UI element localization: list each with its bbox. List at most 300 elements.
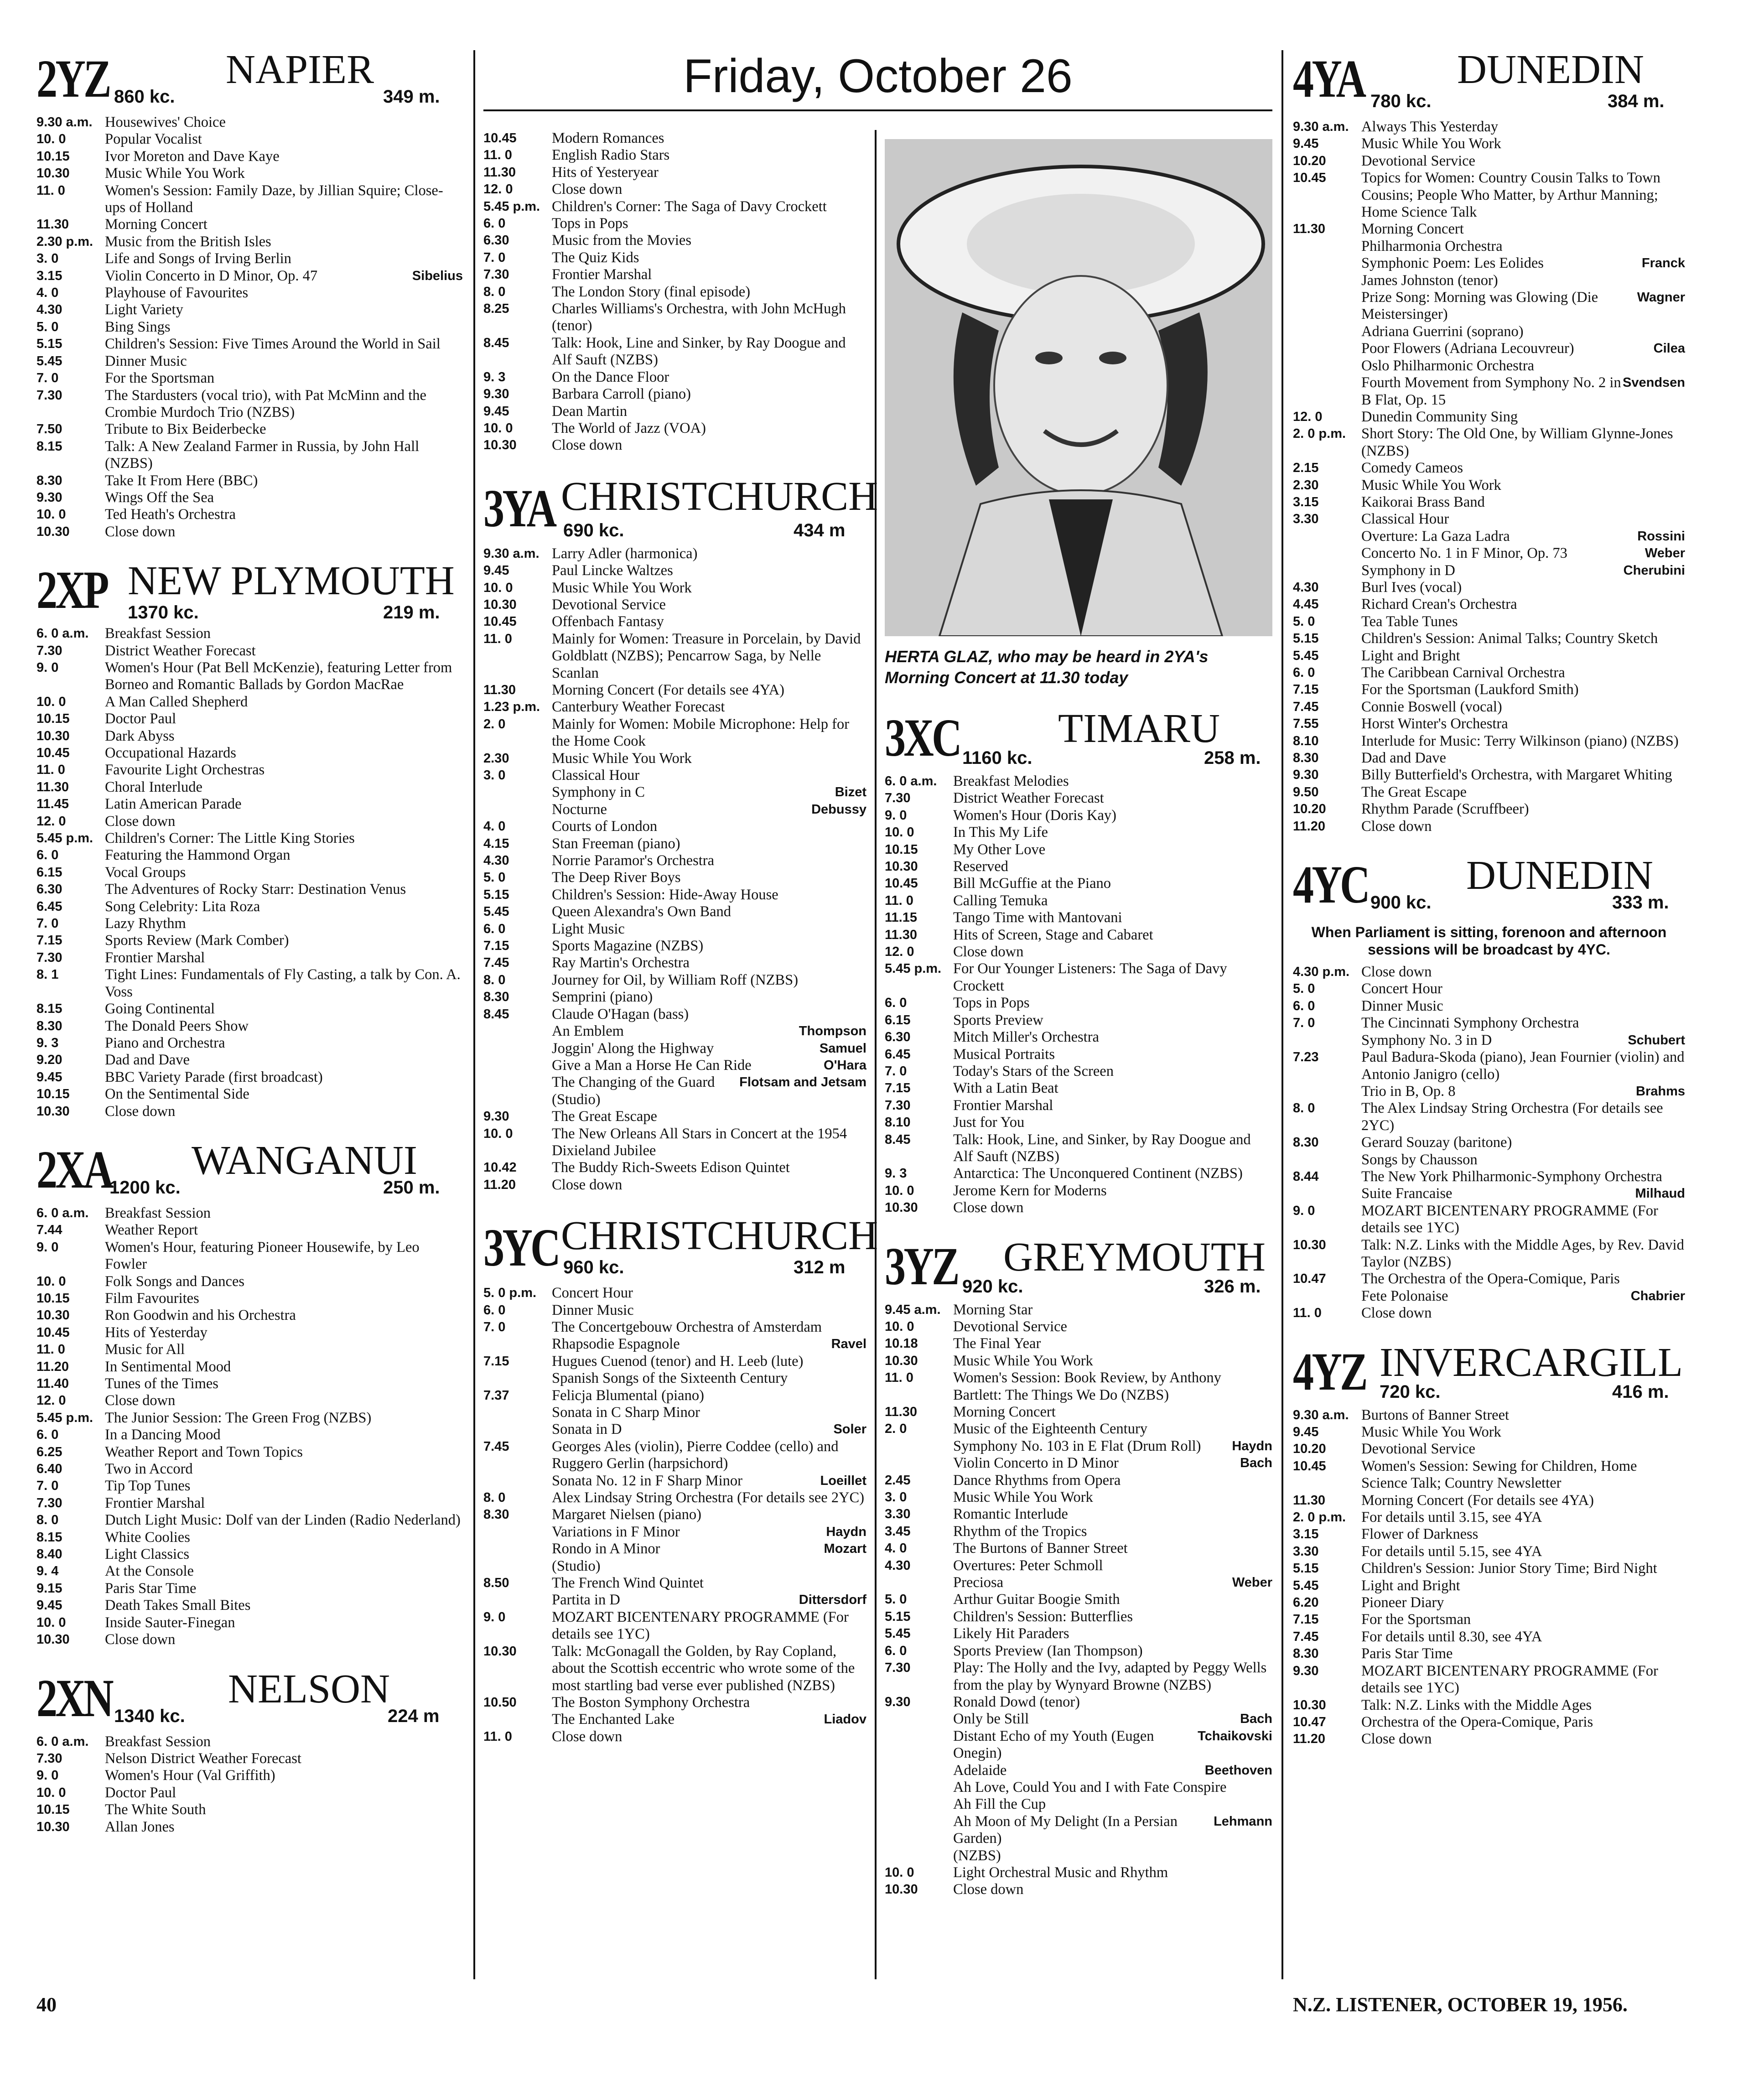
programme-title-text: Doctor Paul (105, 1784, 176, 1801)
programme-title (953, 841, 1272, 858)
station-header-2xn (36, 1665, 463, 1733)
programme-item (885, 1608, 1272, 1625)
programme-title-text: Talk: Hook, Line and Sinker, by Ray Doogue and Alf Sauft (NZBS) (552, 334, 846, 368)
programme-item (885, 1506, 1272, 1523)
programme-time: 2. 0 p.m. (1293, 1510, 1346, 1525)
programme-time: 9.30 (1293, 768, 1319, 783)
programme-time: 8.30 (483, 990, 509, 1005)
programme-time: 5.45 (483, 904, 509, 919)
programme-title (105, 1785, 463, 1801)
programme-title (953, 1660, 1272, 1694)
programme-title (552, 1285, 866, 1302)
programme-title-text: Norrie Paramor's Orchestra (552, 852, 714, 869)
programme-time: 11.20 (1293, 819, 1325, 834)
programme-time: 9.45 (1293, 1425, 1319, 1439)
programme-title-text: Children's Corner: The Little King Stories (105, 830, 355, 847)
station-call: 2XP (36, 560, 107, 620)
programme-title (105, 353, 463, 370)
programme-title (1361, 1629, 1685, 1645)
programme-title (105, 1512, 463, 1529)
programme-title (105, 950, 463, 966)
programme-title-text: Close down (1361, 818, 1432, 835)
programme-time: 7.30 (36, 388, 62, 403)
programme-time (1293, 374, 1361, 409)
programme-time: 5.15 (885, 1609, 911, 1624)
programme-title (552, 597, 866, 613)
programme-title-text: Sports Preview (Ian Thompson) (953, 1642, 1143, 1659)
station-wavelength: 219 m. (383, 602, 440, 623)
station-city: CHRISTCHURCH (561, 473, 878, 519)
programme-title (953, 1694, 1272, 1711)
programme-title (953, 1370, 1272, 1404)
programme-time: 2. 0 (483, 716, 506, 732)
programme-title-text: Classical Hour (1361, 511, 1449, 528)
programme-title (552, 1387, 866, 1404)
portrait-illustration (885, 139, 1272, 636)
programme-item (1293, 1611, 1685, 1628)
programme-time (483, 1711, 552, 1728)
programme-composer: Weber (1232, 1575, 1272, 1590)
programme-item (36, 830, 463, 847)
programme-title-text: Inside Sauter-Finegan (105, 1614, 235, 1631)
programme-time: 10.45 (483, 131, 517, 145)
programme-item (885, 1165, 1272, 1182)
programme-title-text: Tight Lines: Fundamentals of Fly Casting, a talk by Con. A. Voss (105, 966, 461, 1000)
programme-time: 10.30 (1293, 1237, 1326, 1252)
programme-time: 11.20 (36, 1359, 69, 1374)
programme-time: 6.30 (483, 233, 509, 248)
programme-title-text: Dinner Music (1361, 997, 1443, 1014)
programme-time: 10. 0 (36, 1274, 66, 1289)
programme-time: 7.45 (483, 1439, 509, 1454)
station-city: WANGANUI (192, 1137, 417, 1183)
programme-title (552, 1728, 866, 1745)
programme-title (1361, 964, 1685, 981)
programme-title (552, 301, 866, 335)
programme-item (1293, 1663, 1685, 1697)
programme-title-text: Occupational Hazards (105, 745, 236, 761)
programme-time: 7.15 (1293, 682, 1319, 697)
programme-title (105, 1801, 463, 1818)
programme-time: 7.44 (36, 1223, 62, 1238)
programme-time: 2.15 (1293, 461, 1319, 476)
programme-title (552, 767, 866, 784)
programme-title-text: Tango Time with Mantovani (953, 909, 1122, 926)
programme-title (953, 1540, 1272, 1557)
programme-time: 8.30 (36, 1018, 62, 1033)
programme-time: 10.45 (483, 614, 517, 629)
programme-item (36, 1018, 463, 1035)
station-wavelength: 349 m. (383, 87, 440, 107)
programme-item (1293, 1441, 1685, 1458)
programme-title (552, 631, 866, 682)
programme-title (105, 1222, 463, 1239)
programme-title (552, 1040, 866, 1057)
programme-title (552, 1643, 866, 1694)
programme-title (953, 1455, 1272, 1472)
programme-time: 8. 0 (483, 1490, 506, 1505)
programme-title-text: Lazy Rhythm (105, 915, 186, 932)
programme-title-text: Stan Freeman (piano) (552, 835, 680, 852)
programme-title-text: Symphony No. 103 in E Flat (Drum Roll) (953, 1437, 1201, 1454)
programme-item (1293, 818, 1685, 835)
programme-item (483, 1506, 866, 1523)
programme-time: 8. 1 (36, 967, 59, 982)
programme-title-text: Nocturne (552, 801, 607, 818)
programme-title (1361, 477, 1685, 494)
programme-title (1361, 767, 1685, 783)
programme-title (552, 1023, 866, 1040)
date-heading: Friday, October 26 (683, 50, 1073, 103)
programme-title-text: Going Continental (105, 1001, 215, 1017)
programme-time: 12. 0 (36, 1393, 66, 1408)
programme-title-text: English Radio Stars (552, 147, 670, 164)
programme-title-text: Frontier Marshal (105, 1494, 205, 1511)
programme-title (105, 864, 463, 881)
page-number: 40 (36, 1993, 57, 2016)
programme-title-text: Close down (105, 813, 176, 830)
programme-item (1293, 1152, 1685, 1168)
programme-item (885, 1029, 1272, 1046)
programme-time: 7. 0 (1293, 1016, 1315, 1031)
station-header-2yz (36, 46, 463, 114)
programme-title (105, 131, 463, 148)
programme-title-text: A Man Called Shepherd (105, 693, 248, 710)
programme-title-text: Ted Heath's Orchestra (105, 506, 236, 523)
programme-time: 4.30 (483, 853, 509, 868)
programme-title-text: The Concertgebouw Orchestra of Amsterdam (552, 1318, 822, 1335)
programme-item (483, 420, 866, 437)
programme-title-text: (Studio) (552, 1557, 601, 1574)
programme-time: 10. 0 (483, 580, 513, 595)
station-header-4yc (1293, 851, 1685, 920)
programme-item (36, 1001, 463, 1017)
programme-time: 10.30 (36, 1104, 70, 1119)
programme-title (1361, 1509, 1685, 1526)
programme-title (1361, 1288, 1685, 1305)
programme-title (552, 1421, 866, 1438)
programme-composer: Wagner (1637, 290, 1685, 305)
programme-title-text: Talk: Hook, Line, and Sinker, by Ray Doogue and Alf Sauft (NZBS) (953, 1131, 1251, 1165)
programme-title (105, 1035, 463, 1052)
programme-time: 5. 0 (483, 870, 506, 885)
programme-item (1293, 494, 1685, 511)
programme-title-text: Talk: N.Z. Links with the Middle Ages (1361, 1697, 1592, 1713)
programme-item (885, 807, 1272, 824)
programme-composer: Bizet (835, 785, 866, 800)
programme-title (1361, 170, 1685, 221)
programme-item (483, 1541, 866, 1557)
programme-title-text: Rhythm of the Tropics (953, 1523, 1087, 1540)
programme-item (36, 1495, 463, 1512)
programme-time: 7.30 (36, 950, 62, 965)
programme-time: 6. 0 (36, 1427, 59, 1442)
programme-item (1293, 648, 1685, 664)
programme-item (885, 927, 1272, 944)
programme-title-text: BBC Variety Parade (first broadcast) (105, 1069, 323, 1085)
programme-time: 9.30 (483, 1109, 509, 1124)
programme-time (885, 1728, 953, 1762)
programme-title-text: For Our Younger Listeners: The Saga of Davy Crockett (953, 960, 1227, 994)
programme-item (483, 580, 866, 597)
programme-title-text: Bing Sings (105, 318, 171, 335)
programme-item (885, 790, 1272, 807)
programme-item (885, 1472, 1272, 1489)
programme-title (105, 830, 463, 847)
programme-time: 9. 0 (36, 660, 59, 675)
programme-title (953, 1864, 1272, 1881)
programme-title (552, 1404, 866, 1421)
programme-title (953, 927, 1272, 944)
station-wavelength: 333 m. (1612, 892, 1669, 913)
programme-title (953, 1114, 1272, 1131)
programme-item (885, 1370, 1272, 1404)
programme-title (552, 835, 866, 852)
programme-time: 7.50 (36, 422, 62, 437)
programme-title (953, 1813, 1272, 1847)
programme-title (1361, 699, 1685, 716)
programme-title (1361, 716, 1685, 732)
programme-item (1293, 1509, 1685, 1526)
programme-time: 7.23 (1293, 1050, 1319, 1065)
programme-title (1361, 255, 1685, 272)
programme-item (885, 1097, 1272, 1114)
programme-time: 10.47 (1293, 1714, 1326, 1729)
programme-title-text: Dinner Music (552, 1302, 634, 1318)
programme-title-text: Music While You Work (953, 1489, 1093, 1506)
footer-publication-date: N.Z. LISTENER, OCTOBER 19, 1956. (1293, 1993, 1628, 2016)
programme-title-text: Paris Star Time (105, 1580, 197, 1597)
programme-title-text: Children's Session: Junior Story Time; Bird Night (1361, 1560, 1657, 1577)
programme-title (105, 1001, 463, 1017)
programme-time (885, 1762, 953, 1779)
programme-composer: Ravel (831, 1337, 866, 1352)
programme-title (1361, 1305, 1685, 1322)
programme-item (1293, 1424, 1685, 1441)
programme-list-4ya (1293, 119, 1685, 835)
programme-time: 11. 0 (483, 148, 512, 163)
programme-title-text: Bill McGuffie at the Piano (953, 875, 1111, 892)
station-call: 3YZ (885, 1236, 958, 1296)
programme-time (483, 1473, 552, 1489)
programme-title-text: Talk: N.Z. Links with the Middle Ages, by Rev. David Taylor (NZBS) (1361, 1236, 1684, 1270)
programme-time: 7. 0 (483, 250, 506, 265)
programme-time: 5.45 p.m. (36, 1410, 93, 1425)
programme-item (36, 1392, 463, 1409)
programme-title-text: Kaikorai Brass Band (1361, 493, 1485, 510)
programme-title-text: Devotional Service (1361, 152, 1475, 169)
programme-title (953, 807, 1272, 824)
programme-title-text: Life and Songs of Irving Berlin (105, 250, 291, 267)
programme-title (953, 1779, 1272, 1796)
programme-title (105, 1495, 463, 1512)
programme-time: 10.30 (483, 438, 517, 453)
programme-title (105, 1563, 463, 1580)
programme-item (1293, 1594, 1685, 1611)
programme-title-text: Variations in F Minor (552, 1523, 680, 1540)
programme-item (1293, 358, 1685, 374)
programme-title-text: Barbara Carroll (piano) (552, 386, 691, 403)
programme-item (36, 114, 463, 131)
programme-item (483, 1023, 866, 1040)
programme-title (552, 198, 866, 215)
programme-time (1293, 1288, 1361, 1305)
programme-item (483, 1126, 866, 1160)
station-frequency: 690 kc. (563, 520, 624, 540)
programme-time: 10.45 (36, 1325, 70, 1340)
programme-title (105, 250, 463, 267)
programme-title-text: MOZART BICENTENARY PROGRAMME (For details see 1YC) (1361, 1662, 1658, 1697)
programme-item (483, 181, 866, 198)
programme-time: 6. 0 (483, 1302, 506, 1318)
programme-title-text: Weather Report (105, 1222, 198, 1239)
programme-title (105, 915, 463, 932)
programme-item (1293, 238, 1685, 255)
programme-item (36, 1512, 463, 1529)
programme-title-text: Music of the Eighteenth Century (953, 1421, 1148, 1437)
programme-item (1293, 562, 1685, 579)
station-frequency: 780 kc. (1370, 91, 1432, 111)
programme-title-text: Morning Concert (For details see 4YA) (552, 681, 784, 698)
programme-item (36, 301, 463, 318)
programme-item (36, 796, 463, 813)
programme-title-text: Play: The Holly and the Ivy, adapted by Peggy Wells from the play by Wynyard Browne (NZBS) (953, 1660, 1267, 1693)
programme-title-text: Choral Interlude (105, 778, 202, 795)
programme-title (1361, 409, 1685, 425)
programme-title (105, 1427, 463, 1443)
programme-title-text: Close down (105, 523, 176, 540)
station-frequency: 960 kc. (563, 1257, 624, 1278)
programme-title-text: Dad and Dave (105, 1052, 190, 1069)
programme-item (36, 1324, 463, 1341)
programme-composer: Milhaud (1635, 1186, 1685, 1201)
programme-time (483, 1057, 552, 1074)
programme-item (885, 1046, 1272, 1063)
programme-title-text: Canterbury Weather Forecast (552, 699, 725, 716)
programme-title-text: For the Sportsman (Laukford Smith) (1361, 681, 1579, 698)
programme-item (483, 232, 866, 249)
programme-title-text: The Cincinnati Symphony Orchestra (1361, 1015, 1579, 1032)
programme-title (552, 1694, 866, 1711)
programme-time: 6. 0 a.m. (36, 626, 89, 641)
programme-item (483, 1177, 866, 1193)
programme-title-text: Morning Concert (For details see 4YA) (1361, 1492, 1594, 1509)
programme-time (1293, 1083, 1361, 1100)
programme-title-text: Horst Winter's Orchestra (1361, 716, 1508, 732)
programme-title (105, 694, 463, 711)
programme-title (105, 1614, 463, 1631)
programme-title (1361, 340, 1685, 357)
programme-list-2ya-continued (483, 130, 866, 454)
programme-title (105, 1375, 463, 1392)
programme-item (483, 1694, 866, 1711)
programme-time: 4.30 (1293, 580, 1319, 595)
programme-title (953, 1165, 1272, 1182)
programme-item (36, 1427, 463, 1443)
programme-time: 7.30 (36, 1751, 62, 1766)
programme-title (1361, 750, 1685, 767)
programme-time: 9. 4 (36, 1564, 59, 1579)
programme-title (552, 1541, 866, 1557)
programme-item (36, 728, 463, 745)
programme-time (885, 1455, 953, 1472)
programme-item (36, 1529, 463, 1546)
station-wavelength: 312 m (794, 1257, 846, 1278)
programme-list-4yz (1293, 1407, 1685, 1748)
programme-item (483, 1319, 866, 1336)
programme-time: 11.30 (483, 682, 516, 697)
programme-item (885, 1728, 1272, 1762)
programme-title (105, 847, 463, 864)
programme-title (105, 1750, 463, 1767)
programme-title-text: Folk Songs and Dances (105, 1273, 245, 1290)
programme-title-text: Hits of Yesterday (105, 1324, 208, 1341)
programme-time: 2. 0 (885, 1422, 907, 1437)
programme-time: 10.30 (36, 166, 70, 181)
programme-title (953, 875, 1272, 892)
programme-title (953, 1318, 1272, 1335)
programme-title-text: Symphony in D (1361, 562, 1455, 579)
programme-time: 6. 0 (1293, 665, 1315, 680)
programme-composer: Brahms (1636, 1084, 1685, 1099)
programme-title (552, 232, 866, 249)
station-call: 3YC (483, 1218, 559, 1278)
programme-title (105, 524, 463, 540)
programme-item (1293, 1526, 1685, 1543)
programme-title-text: Concerto No. 1 in F Minor, Op. 73 (1361, 545, 1567, 562)
programme-title (953, 1421, 1272, 1437)
programme-item (1293, 981, 1685, 997)
programme-list-3yz (885, 1302, 1272, 1899)
programme-title-text: Children's Session: Butterflies (953, 1608, 1133, 1625)
programme-title (1361, 648, 1685, 664)
programme-title-text: Classical Hour (552, 767, 640, 783)
programme-title (552, 784, 866, 801)
programme-title-text: Larry Adler (harmonica) (552, 545, 698, 562)
programme-title (105, 625, 463, 642)
programme-title-text: Ray Martin's Orchestra (552, 955, 690, 971)
programme-title-text: Playhouse of Favourites (105, 285, 249, 301)
programme-item (36, 319, 463, 336)
programme-item (483, 1336, 866, 1353)
programme-item (1293, 1577, 1685, 1594)
programme-title-text: Tip Top Tunes (105, 1478, 191, 1494)
programme-title (1361, 374, 1685, 409)
station-wavelength: 434 m (794, 520, 846, 540)
programme-title (953, 1728, 1272, 1762)
programme-time (483, 1404, 552, 1421)
programme-item (483, 1108, 866, 1125)
programme-title (105, 1546, 463, 1563)
programme-time: 10. 0 (885, 825, 914, 840)
programme-title-text: Paul Badura-Skoda (piano), Jean Fournier (violin) and Antonio Janigro (cello) (1361, 1049, 1685, 1083)
programme-item (36, 1750, 463, 1767)
programme-time: 1.23 p.m. (483, 700, 540, 715)
programme-time: 7.15 (483, 939, 509, 954)
programme-item (483, 1353, 866, 1370)
programme-title (105, 489, 463, 506)
programme-item (885, 1864, 1272, 1881)
programme-title-text: Oslo Philharmonic Orchestra (1361, 357, 1535, 374)
programme-title (552, 1336, 866, 1353)
programme-title-text: Devotional Service (552, 596, 666, 613)
programme-item (1293, 1714, 1685, 1731)
programme-title (552, 869, 866, 886)
programme-title (552, 1489, 866, 1506)
programme-title-text: Arthur Guitar Boogie Smith (953, 1591, 1120, 1608)
programme-item (36, 1819, 463, 1836)
programme-item (1293, 1458, 1685, 1492)
